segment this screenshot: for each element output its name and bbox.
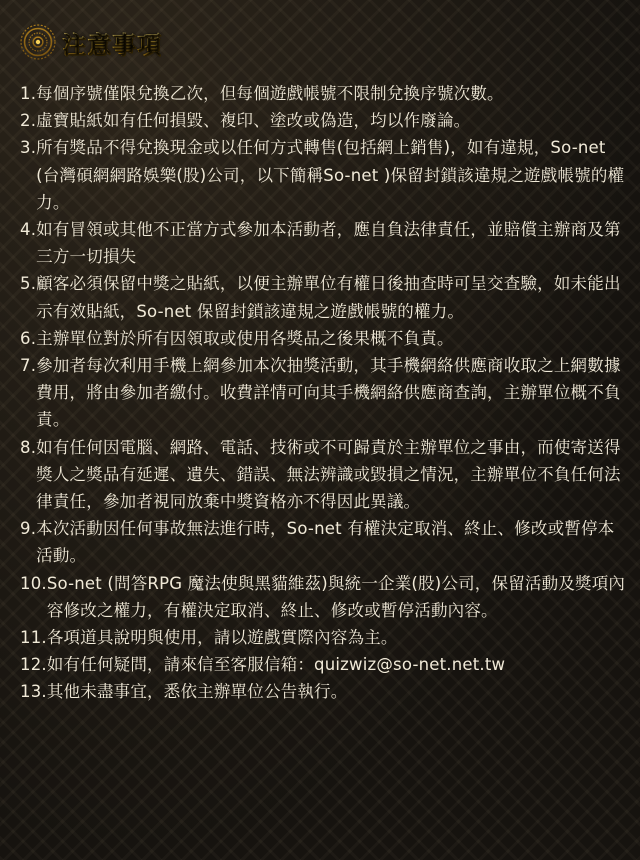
item-text: 顧客必須保留中獎之貼紙，以便主辦單位有權日後抽查時可呈交查驗，如未能出示有效貼紙，So-net 保留封鎖該違規之遊戲帳號的權力。 xyxy=(36,274,621,321)
item-text: 虛寶貼紙如有任何損毀、複印、塗改或偽造，均以作廢論。 xyxy=(36,111,471,131)
list-item xyxy=(20,352,626,434)
item-text: 主辦單位對於所有因領取或使用各獎品之後果概不負責。 xyxy=(36,328,454,348)
list-item xyxy=(20,325,626,352)
item-text: 所有獎品不得兌換現金或以任何方式轉售(包括網上銷售)，如有違規，So-net (台灣碩網網路娛樂(股)公司，以下簡稱So-net )保留封鎖該違規之遊戲帳號的權力。 xyxy=(36,138,625,212)
list-item xyxy=(20,624,626,651)
item-text: 每個序號僅限兌換乙次，但每個遊戲帳號不限制兌換序號次數。 xyxy=(36,84,504,103)
list-item xyxy=(20,270,626,324)
list-item xyxy=(20,80,626,107)
item-number: 10. xyxy=(20,573,47,593)
notice-list xyxy=(20,80,626,706)
gear-ring-icon xyxy=(18,22,58,62)
list-item xyxy=(20,216,626,270)
item-text: 如有任何疑問，請來信至客服信箱：quizwiz@so-net.net.tw xyxy=(46,655,506,675)
list-item xyxy=(20,570,626,624)
page-title: 注意事項 xyxy=(62,25,162,60)
list-item xyxy=(20,434,626,516)
item-text: So-net (問答RPG 魔法使與黑貓維茲)與統一企業(股)公司，保留活動及獎項內容修改之權力，有權決定取消、終止、修改或暫停活動內容。 xyxy=(46,573,626,620)
item-number: 9. xyxy=(20,519,37,539)
list-item xyxy=(20,107,626,134)
item-number: 1. xyxy=(20,84,37,103)
list-item xyxy=(20,134,626,216)
item-number: 6. xyxy=(20,328,37,348)
item-number: 13. xyxy=(20,682,47,702)
item-number: 2. xyxy=(20,111,37,131)
item-text: 其他未盡事宜，悉依主辦單位公告執行。 xyxy=(46,682,348,702)
item-number: 11. xyxy=(20,628,47,648)
item-number: 12. xyxy=(20,655,47,675)
item-number: 8. xyxy=(20,437,37,457)
list-item xyxy=(20,651,626,678)
item-number: 3. xyxy=(20,138,37,158)
item-text: 各項道具說明與使用，請以遊戲實際內容為主。 xyxy=(46,628,398,648)
item-number: 4. xyxy=(20,220,37,240)
item-text: 如有冒領或其他不正當方式參加本活動者，應自負法律責任，並賠償主辦商及第三方一切損失 xyxy=(36,220,621,267)
item-number: 7. xyxy=(20,356,37,376)
item-text: 如有任何因電腦、網路、電話、技術或不可歸責於主辦單位之事由，而使寄送得獎人之獎品有延遲、遺失、錯誤、無法辨識或毀損之情況，主辦單位不負任何法律責任，參加者視同放棄中獎資格亦不得因此異議。 xyxy=(36,437,621,512)
item-number: 5. xyxy=(20,274,37,294)
item-text: 本次活動因任何事故無法進行時，So-net 有權決定取消、終止、修改或暫停本活動。 xyxy=(36,519,615,566)
notice-header xyxy=(18,20,162,64)
list-item xyxy=(20,678,626,705)
item-text: 參加者每次利用手機上網參加本次抽獎活動，其手機網絡供應商收取之上網數據費用，將由參加者繳付。收費詳情可向其手機網絡供應商查詢，主辦單位概不負責。 xyxy=(36,356,621,430)
list-item xyxy=(20,515,626,569)
